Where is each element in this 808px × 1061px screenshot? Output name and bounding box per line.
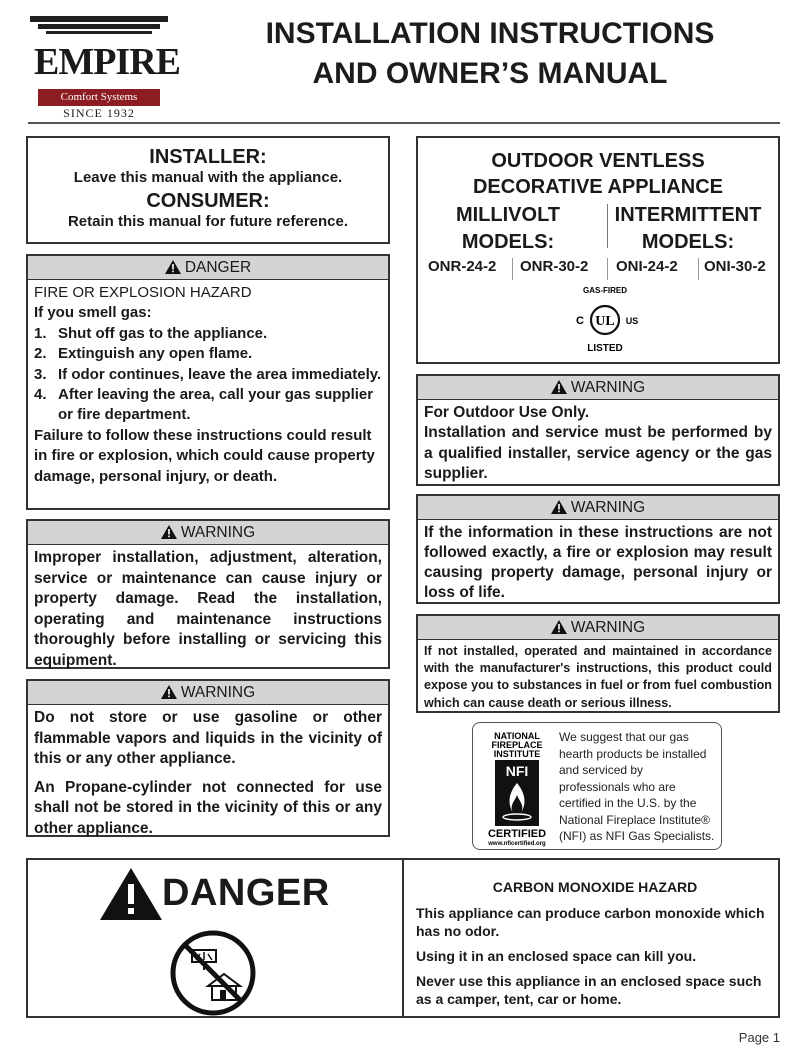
- danger-body: [28, 280, 388, 490]
- danger-label: DANGER: [184, 259, 252, 276]
- list-item: 4. After leaving the area, call your gas supplier or fire department.: [34, 386, 374, 424]
- nfi-recommendation: We suggest that our gas hearth products be installed and serviced by professionals who are certified in the U.S. by the National Fireplace Institute® (NFI) as NFI Gas Specialists.: [559, 730, 715, 843]
- co-paragraph: Never use this appliance in an enclosed space such as a camper, tent, car or home.: [416, 973, 762, 1007]
- empire-logo: [28, 16, 180, 120]
- appliance-line-2: DECORATIVE APPLIANCE: [472, 176, 724, 198]
- fire-hazard-danger-box: [26, 254, 390, 510]
- appliance-type: [418, 148, 778, 200]
- logo-cornice: [30, 16, 168, 22]
- warning-triangle-icon: [100, 868, 162, 920]
- gasoline-warning-box: [26, 679, 390, 837]
- nfi-logo-line: NATIONAL: [494, 731, 540, 741]
- installer-consumer-box: [26, 136, 390, 244]
- hazard-intro: If you smell gas:: [34, 304, 152, 322]
- appliance-models-box: [416, 136, 780, 364]
- warning-header: [418, 496, 778, 520]
- warning-triangle-icon: [161, 685, 177, 699]
- installer-text: Leave this manual with the appliance.: [73, 169, 343, 186]
- consumer-heading: CONSUMER:: [146, 190, 270, 212]
- title-divider: [28, 122, 780, 124]
- danger-header: [28, 256, 388, 280]
- warning-header: [28, 521, 388, 545]
- warning-triangle-icon: [551, 500, 567, 514]
- ul-top-text: GAS-FIRED: [583, 286, 627, 295]
- warning-triangle-icon: [551, 380, 567, 394]
- millivolt-line-1: MILLIVOLT: [455, 204, 561, 226]
- model-number: ONI-30-2: [704, 258, 766, 275]
- column-divider: [607, 204, 608, 248]
- logo-since: SINCE 1932: [63, 106, 135, 120]
- list-item: 3. If odor continues, leave the area immediately.: [34, 365, 382, 383]
- list-item: 2. Extinguish any open flame.: [34, 345, 253, 363]
- warning-triangle-icon: [165, 260, 181, 274]
- ul-us-text: US: [625, 316, 639, 326]
- page-number: Page 1: [738, 1030, 780, 1045]
- nfi-mark-text: NFI: [505, 763, 529, 779]
- appliance-line-1: OUTDOOR VENTLESS: [491, 150, 705, 172]
- warning-label: WARNING: [570, 619, 646, 636]
- intermittent-line-2: MODELS:: [641, 231, 735, 253]
- instructions-warning-box: [416, 494, 780, 604]
- warning-triangle-icon: [161, 525, 177, 539]
- carbon-monoxide-danger-box: [26, 858, 780, 1018]
- no-enclosed-space-icon: [170, 930, 256, 1016]
- model-number: ONR-30-2: [520, 258, 589, 275]
- warning-header: [418, 376, 778, 400]
- nfi-logo-line: INSTITUTE: [493, 749, 541, 759]
- model-number: ONI-24-2: [616, 258, 678, 275]
- model-separator: [698, 258, 699, 280]
- nfi-certified-text: CERTIFIED: [487, 828, 547, 840]
- ul-c-text: C: [576, 315, 584, 327]
- logo-cornice: [46, 31, 152, 34]
- nfi-logo-line: FIREPLACE: [491, 740, 543, 750]
- warning-text: If the information in these instructions are not followed exactly, a fire or explosion may result causing property damage, personal injury or loss of life.: [424, 524, 772, 601]
- ul-bottom-text: LISTED: [587, 343, 623, 354]
- warning-label: WARNING: [570, 499, 646, 516]
- logo-brand: EMPIRE: [34, 41, 180, 83]
- warning-text: If not installed, operated and maintained in accordance with the manufacturer's instructions, this product could expose you to substances in fuel or from fuel combustion which can cause death or serious illness.: [424, 644, 772, 710]
- model-number: ONR-24-2: [428, 258, 497, 275]
- warning-label: WARNING: [180, 684, 256, 701]
- substances-warning-box: [416, 614, 780, 713]
- warning-paragraph: Do not store or use gasoline or other flammable vapors and liquids in the vicinity of this or any other appliance.: [34, 709, 382, 768]
- co-heading: CARBON MONOXIDE HAZARD: [492, 879, 698, 895]
- ul-listed-mark: [570, 285, 640, 355]
- installation-warning-box: [26, 519, 390, 669]
- millivolt-line-2: MODELS:: [461, 231, 555, 253]
- list-item: 1. Shut off gas to the appliance.: [34, 324, 268, 342]
- warning-text: Improper installation, adjustment, alteration, service or maintenance can cause injury or property damage. Read the installation, operating and maintenance instructions thoroughly before installing or servicing this equipment.: [34, 549, 382, 669]
- warning-triangle-icon: [551, 620, 567, 634]
- title-line-1: INSTALLATION INSTRUCTIONS: [265, 17, 715, 50]
- installer-heading: INSTALLER:: [149, 146, 267, 168]
- warning-label: WARNING: [180, 524, 256, 541]
- intermittent-heading: [598, 202, 778, 256]
- model-separator: [512, 258, 513, 280]
- nfi-certified-logo: [481, 729, 553, 847]
- nfi-certification: [472, 722, 722, 850]
- warning-body: [28, 705, 388, 843]
- warning-label: WARNING: [570, 379, 646, 396]
- ul-logo-text: UL: [595, 314, 615, 329]
- model-separator: [607, 258, 608, 280]
- warning-header: [28, 681, 388, 705]
- title-line-2: AND OWNER’S MANUAL: [312, 57, 668, 90]
- danger-divider: [402, 860, 404, 1016]
- consumer-text: Retain this manual for future reference.: [67, 213, 349, 230]
- logo-cornice: [38, 24, 160, 29]
- co-paragraph: Using it in an enclosed space can kill you.: [416, 948, 697, 964]
- hazard-title: FIRE OR EXPLOSION HAZARD: [34, 284, 252, 301]
- logo-tagline: Comfort Systems: [38, 89, 160, 106]
- co-hazard-text: [416, 878, 774, 1015]
- danger-title: DANGER: [162, 872, 330, 914]
- millivolt-heading: [418, 202, 598, 256]
- intermittent-line-1: INTERMITTENT: [614, 204, 762, 226]
- co-paragraph: This appliance can produce carbon monoxide which has no odor.: [416, 905, 765, 939]
- page-title: [190, 14, 790, 94]
- hazard-steps: [34, 324, 382, 426]
- warning-text: For Outdoor Use Only. Installation and service must be performed by a qualified installer, service agency or the gas supplier.: [424, 404, 772, 483]
- warning-paragraph: An Propane-cylinder not connected for use shall not be stored in the vicinity of this or any other appliance.: [34, 778, 382, 837]
- hazard-footer: Failure to follow these instructions could result in fire or explosion, which could cause property damage, personal injury, or death.: [34, 426, 375, 485]
- outdoor-use-warning-box: [416, 374, 780, 486]
- warning-header: [418, 616, 778, 640]
- nfi-url-text: www.nficertified.org: [488, 841, 546, 847]
